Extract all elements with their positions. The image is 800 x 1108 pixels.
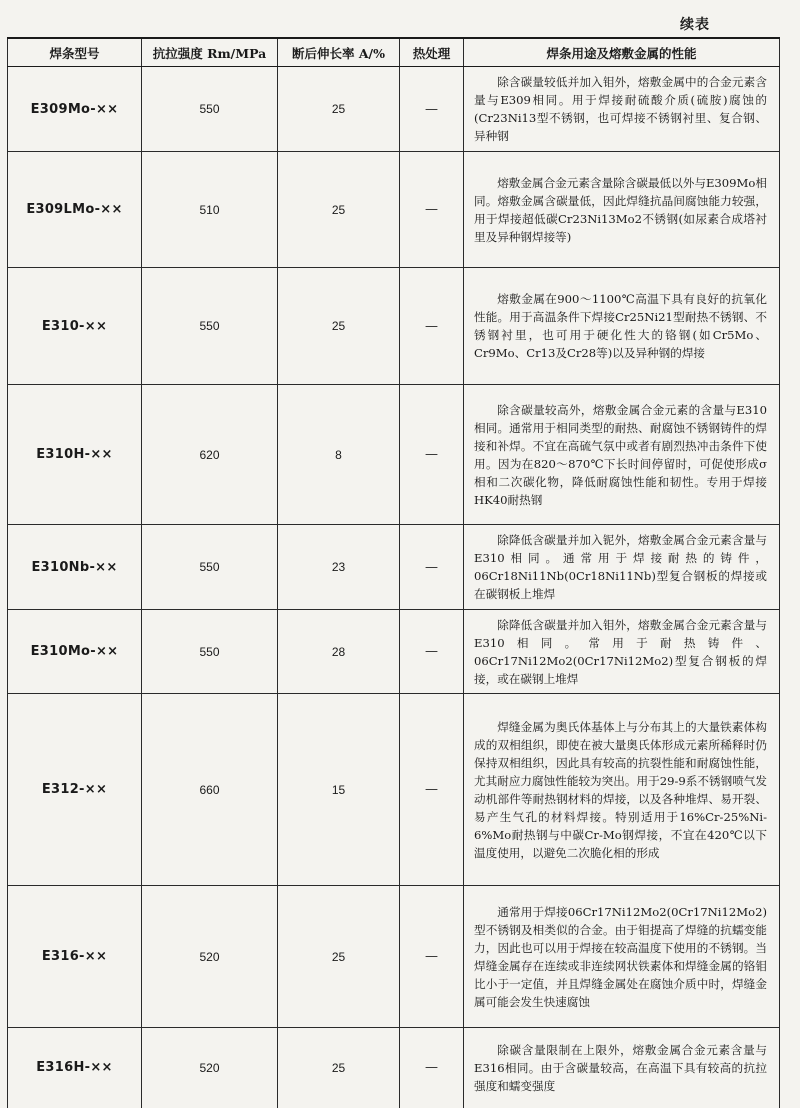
heat-treatment-cell: — — [400, 610, 464, 694]
elongation-cell: 15 — [278, 694, 400, 886]
use-cell — [464, 886, 780, 1028]
heat-treatment-cell: — — [400, 525, 464, 610]
use-cell — [464, 694, 780, 886]
model-cell: E310H-×× — [8, 385, 142, 525]
use-text: 除含碳量较高外，熔敷金属合金元素的含量与E310相同。通常用于相同类型的耐热、耐腐蚀不锈钢铸件的焊接和补焊。不宜在高硫气氛中或者有剧烈热冲击条件下使用。因为在820～870℃下长时间停留时，可促使形成σ相和二次碳化物，降低耐腐蚀性能和韧性。专用于焊接HK40耐热钢 — [474, 402, 767, 507]
table-row — [8, 152, 780, 268]
use-text: 通常用于焊接06Cr17Ni12Mo2(0Cr17Ni12Mo2)型不锈钢及相类似的合金。由于钼提高了焊缝的抗蠕变能力，因此也可以用于焊接在较高温度下使用的不锈钢。当焊缝金属存在连续或非连续网状铁素体和焊缝金属的铬钼比小于一定值，并且焊缝金属处在腐蚀介质中时，焊缝金属可能会发生快速腐蚀 — [474, 904, 767, 1009]
tensile-cell: 520 — [142, 886, 278, 1028]
elongation-cell: 28 — [278, 610, 400, 694]
heat-treatment-cell: — — [400, 385, 464, 525]
header-heat-treatment: 热处理 — [400, 38, 464, 67]
model-cell: E316-×× — [8, 886, 142, 1028]
use-text: 熔敷金属合金元素含量除含碳最低以外与E309Mo相同。熔敷金属含碳量低，因此焊缝抗晶间腐蚀能力较强，用于焊接超低碳Cr23Ni13Mo2不锈钢(如尿素合成塔衬里及异种钢焊接等) — [474, 175, 767, 244]
heat-treatment-cell: — — [400, 694, 464, 886]
use-cell — [464, 152, 780, 268]
table-row — [8, 268, 780, 385]
table-row — [8, 694, 780, 886]
model-cell: E312-×× — [8, 694, 142, 886]
table-row — [8, 1028, 780, 1108]
elongation-cell: 23 — [278, 525, 400, 610]
tensile-cell: 660 — [142, 694, 278, 886]
header-use: 焊条用途及熔敷金属的性能 — [464, 38, 780, 67]
use-cell — [464, 525, 780, 610]
use-text: 焊缝金属为奥氏体基体上与分布其上的大量铁素体构成的双相组织，即使在被大量奥氏体形成元素所稀释时仍保持双相组织，因此具有较高的抗裂性能和耐腐蚀性能，尤其耐应力腐蚀性能较为突出。用于29-9系不锈钢喷气发动机部件等耐热钢材料的焊接，以及各种堆焊、易开裂、易产生气孔的材料焊接。特别适用于16%Cr-25%Ni-6%Mo耐热钢与中碳Cr-Mo钢焊接，不宜在420℃以下温度使用，以避免二次脆化相的形成 — [474, 719, 767, 860]
electrode-spec-table — [7, 37, 780, 1108]
model-cell: E310Nb-×× — [8, 525, 142, 610]
elongation-cell: 25 — [278, 152, 400, 268]
use-text: 除降低含碳量并加入铌外，熔敷金属合金元素含量与E310相同。通常用于焊接耐热的铸件，06Cr18Ni11Nb(0Cr18Ni11Nb)型复合钢板的焊接或在碳钢板上堆焊 — [474, 533, 767, 601]
elongation-cell: 25 — [278, 268, 400, 385]
header-model: 焊条型号 — [8, 38, 142, 67]
tensile-cell: 550 — [142, 268, 278, 385]
model-cell: E309LMo-×× — [8, 152, 142, 268]
header-elongation: 断后伸长率 A/% — [278, 38, 400, 67]
use-text: 熔敷金属在900～1100℃高温下具有良好的抗氧化性能。用于高温条件下焊接Cr25Ni21型耐热不锈钢、不锈钢衬里，也可用于硬化性大的铬钢(如Cr5Mo、Cr9Mo、Cr13及Cr28等)以及异种钢的焊接 — [474, 292, 767, 360]
table-row — [8, 886, 780, 1028]
use-text: 除降低含碳量并加入钼外，熔敷金属合金元素含量与E310相同。常用于耐热铸件、06Cr17Ni12Mo2(0Cr17Ni12Mo2)型复合钢板的焊接，或在碳钢上堆焊 — [474, 617, 767, 686]
heat-treatment-cell: — — [400, 152, 464, 268]
model-cell: E310Mo-×× — [8, 610, 142, 694]
elongation-cell: 25 — [278, 1028, 400, 1108]
elongation-cell: 25 — [278, 67, 400, 152]
model-cell: E316H-×× — [8, 1028, 142, 1108]
continued-label: 续表 — [680, 17, 710, 33]
tensile-cell: 550 — [142, 610, 278, 694]
use-cell — [464, 385, 780, 525]
tensile-cell: 510 — [142, 152, 278, 268]
elongation-cell: 8 — [278, 385, 400, 525]
table-row — [8, 385, 780, 525]
use-cell — [464, 67, 780, 152]
use-text: 除碳含量限制在上限外，熔敷金属合金元素含量与E316相同。由于含碳量较高，在高温下具有较高的抗拉强度和蠕变强度 — [474, 1042, 767, 1093]
model-cell: E309Mo-×× — [8, 67, 142, 152]
table-row — [8, 67, 780, 152]
table-row — [8, 525, 780, 610]
heat-treatment-cell: — — [400, 67, 464, 152]
elongation-cell: 25 — [278, 886, 400, 1028]
heat-treatment-cell: — — [400, 886, 464, 1028]
heat-treatment-cell: — — [400, 268, 464, 385]
tensile-cell: 550 — [142, 67, 278, 152]
use-cell — [464, 1028, 780, 1108]
table-header-row — [8, 38, 780, 67]
tensile-cell: 520 — [142, 1028, 278, 1108]
use-cell — [464, 268, 780, 385]
tensile-cell: 550 — [142, 525, 278, 610]
heat-treatment-cell: — — [400, 1028, 464, 1108]
use-cell — [464, 610, 780, 694]
header-tensile: 抗拉强度 Rm/MPa — [142, 38, 278, 67]
tensile-cell: 620 — [142, 385, 278, 525]
model-cell: E310-×× — [8, 268, 142, 385]
table-row — [8, 610, 780, 694]
use-text: 除含碳量较低并加入钼外，熔敷金属中的合金元素含量与E309相同。用于焊接耐硫酸介质(硫胺)腐蚀的(Cr23Ni13型不锈钢，也可焊接不锈钢衬里、复合钢、异种钢 — [474, 75, 767, 143]
